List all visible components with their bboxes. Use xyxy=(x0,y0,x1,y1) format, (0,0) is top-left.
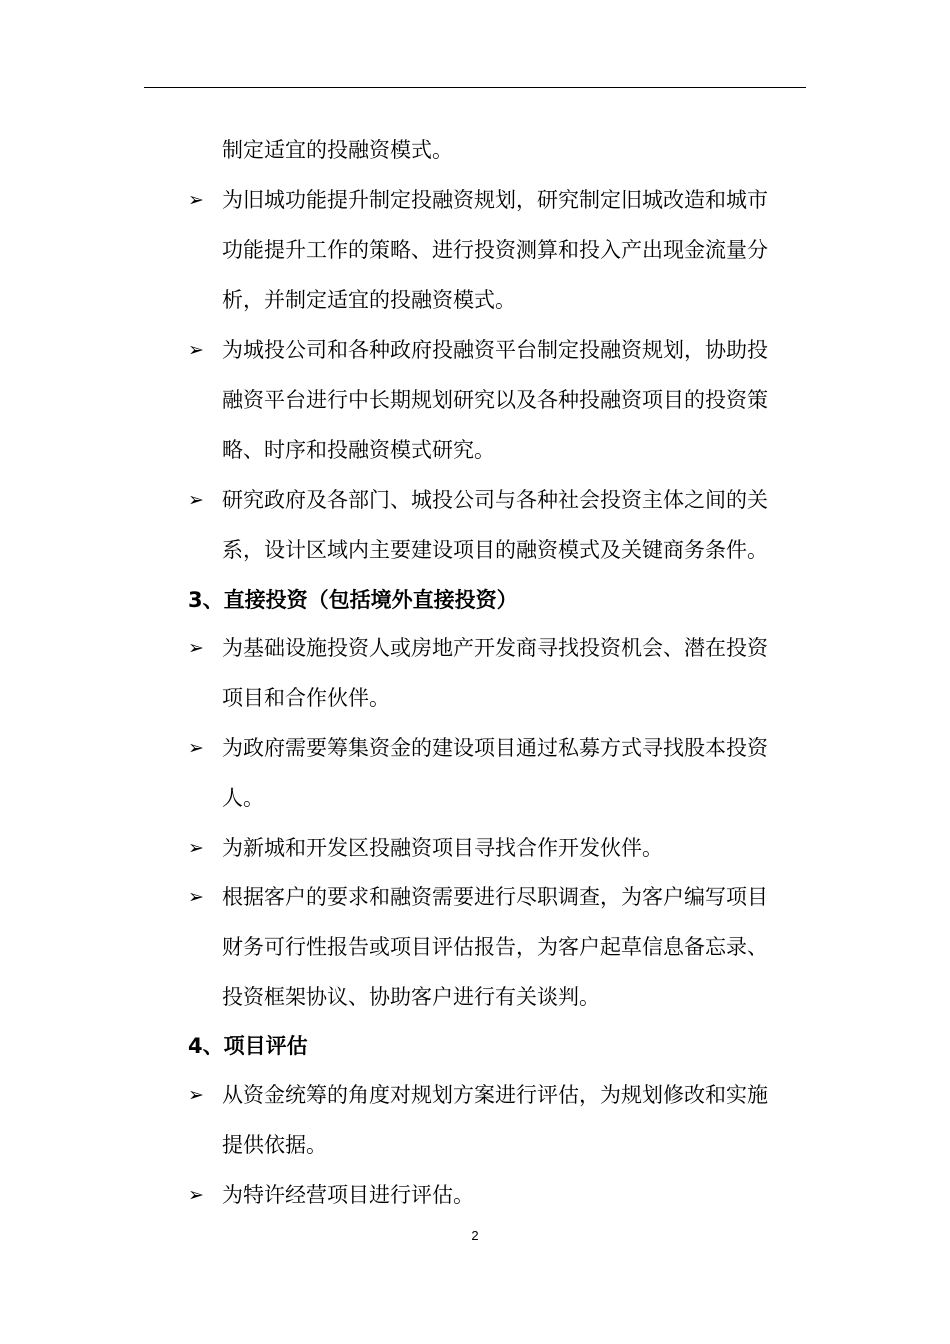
bullet-line: 从资金统筹的角度对规划方案进行评估，为规划修改和实施 xyxy=(222,1083,768,1107)
bullet-arrow-icon: ➢ xyxy=(188,1084,204,1106)
bullet-line: 为旧城功能提升制定投融资规划，研究制定旧城改造和城市 xyxy=(222,188,768,212)
bullet-line: 研究政府及各部门、城投公司与各种社会投资主体之间的关 xyxy=(222,488,768,512)
paragraph-line: 析，并制定适宜的投融资模式。 xyxy=(222,288,516,312)
bullet-arrow-icon: ➢ xyxy=(188,189,204,211)
bullet-arrow-icon: ➢ xyxy=(188,837,204,859)
paragraph-line: 系，设计区域内主要建设项目的融资模式及关键商务条件。 xyxy=(222,538,768,562)
paragraph-line: 制定适宜的投融资模式。 xyxy=(222,138,453,162)
bullet-line: 为城投公司和各种政府投融资平台制定投融资规划，协助投 xyxy=(222,338,768,362)
header-rule xyxy=(144,87,806,88)
paragraph-line: 提供依据。 xyxy=(222,1133,327,1157)
bullet-arrow-icon: ➢ xyxy=(188,886,204,908)
bullet-arrow-icon: ➢ xyxy=(188,637,204,659)
paragraph-line: 投资框架协议、协助客户进行有关谈判。 xyxy=(222,985,600,1009)
bullet-arrow-icon: ➢ xyxy=(188,1184,204,1206)
bullet-line: 为基础设施投资人或房地产开发商寻找投资机会、潜在投资 xyxy=(222,636,768,660)
paragraph-line: 项目和合作伙伴。 xyxy=(222,686,390,710)
bullet-line: 为政府需要筹集资金的建设项目通过私募方式寻找股本投资 xyxy=(222,736,768,760)
page-number: 2 xyxy=(471,1228,479,1243)
bullet-arrow-icon: ➢ xyxy=(188,339,204,361)
paragraph-line: 人。 xyxy=(222,786,264,810)
bullet-line: 为特许经营项目进行评估。 xyxy=(222,1183,474,1207)
paragraph-line: 财务可行性报告或项目评估报告，为客户起草信息备忘录、 xyxy=(222,935,768,959)
bullet-line: 为新城和开发区投融资项目寻找合作开发伙伴。 xyxy=(222,836,663,860)
bullet-arrow-icon: ➢ xyxy=(188,489,204,511)
paragraph-line: 融资平台进行中长期规划研究以及各种投融资项目的投资策 xyxy=(222,388,768,412)
paragraph-line: 功能提升工作的策略、进行投资测算和投入产出现金流量分 xyxy=(222,238,768,262)
bullet-arrow-icon: ➢ xyxy=(188,737,204,759)
bullet-line: 根据客户的要求和融资需要进行尽职调查，为客户编写项目 xyxy=(222,885,768,909)
section-heading-4: 4、项目评估 xyxy=(188,1034,308,1058)
section-heading-3: 3、直接投资（包括境外直接投资） xyxy=(188,588,518,612)
paragraph-line: 略、时序和投融资模式研究。 xyxy=(222,438,495,462)
